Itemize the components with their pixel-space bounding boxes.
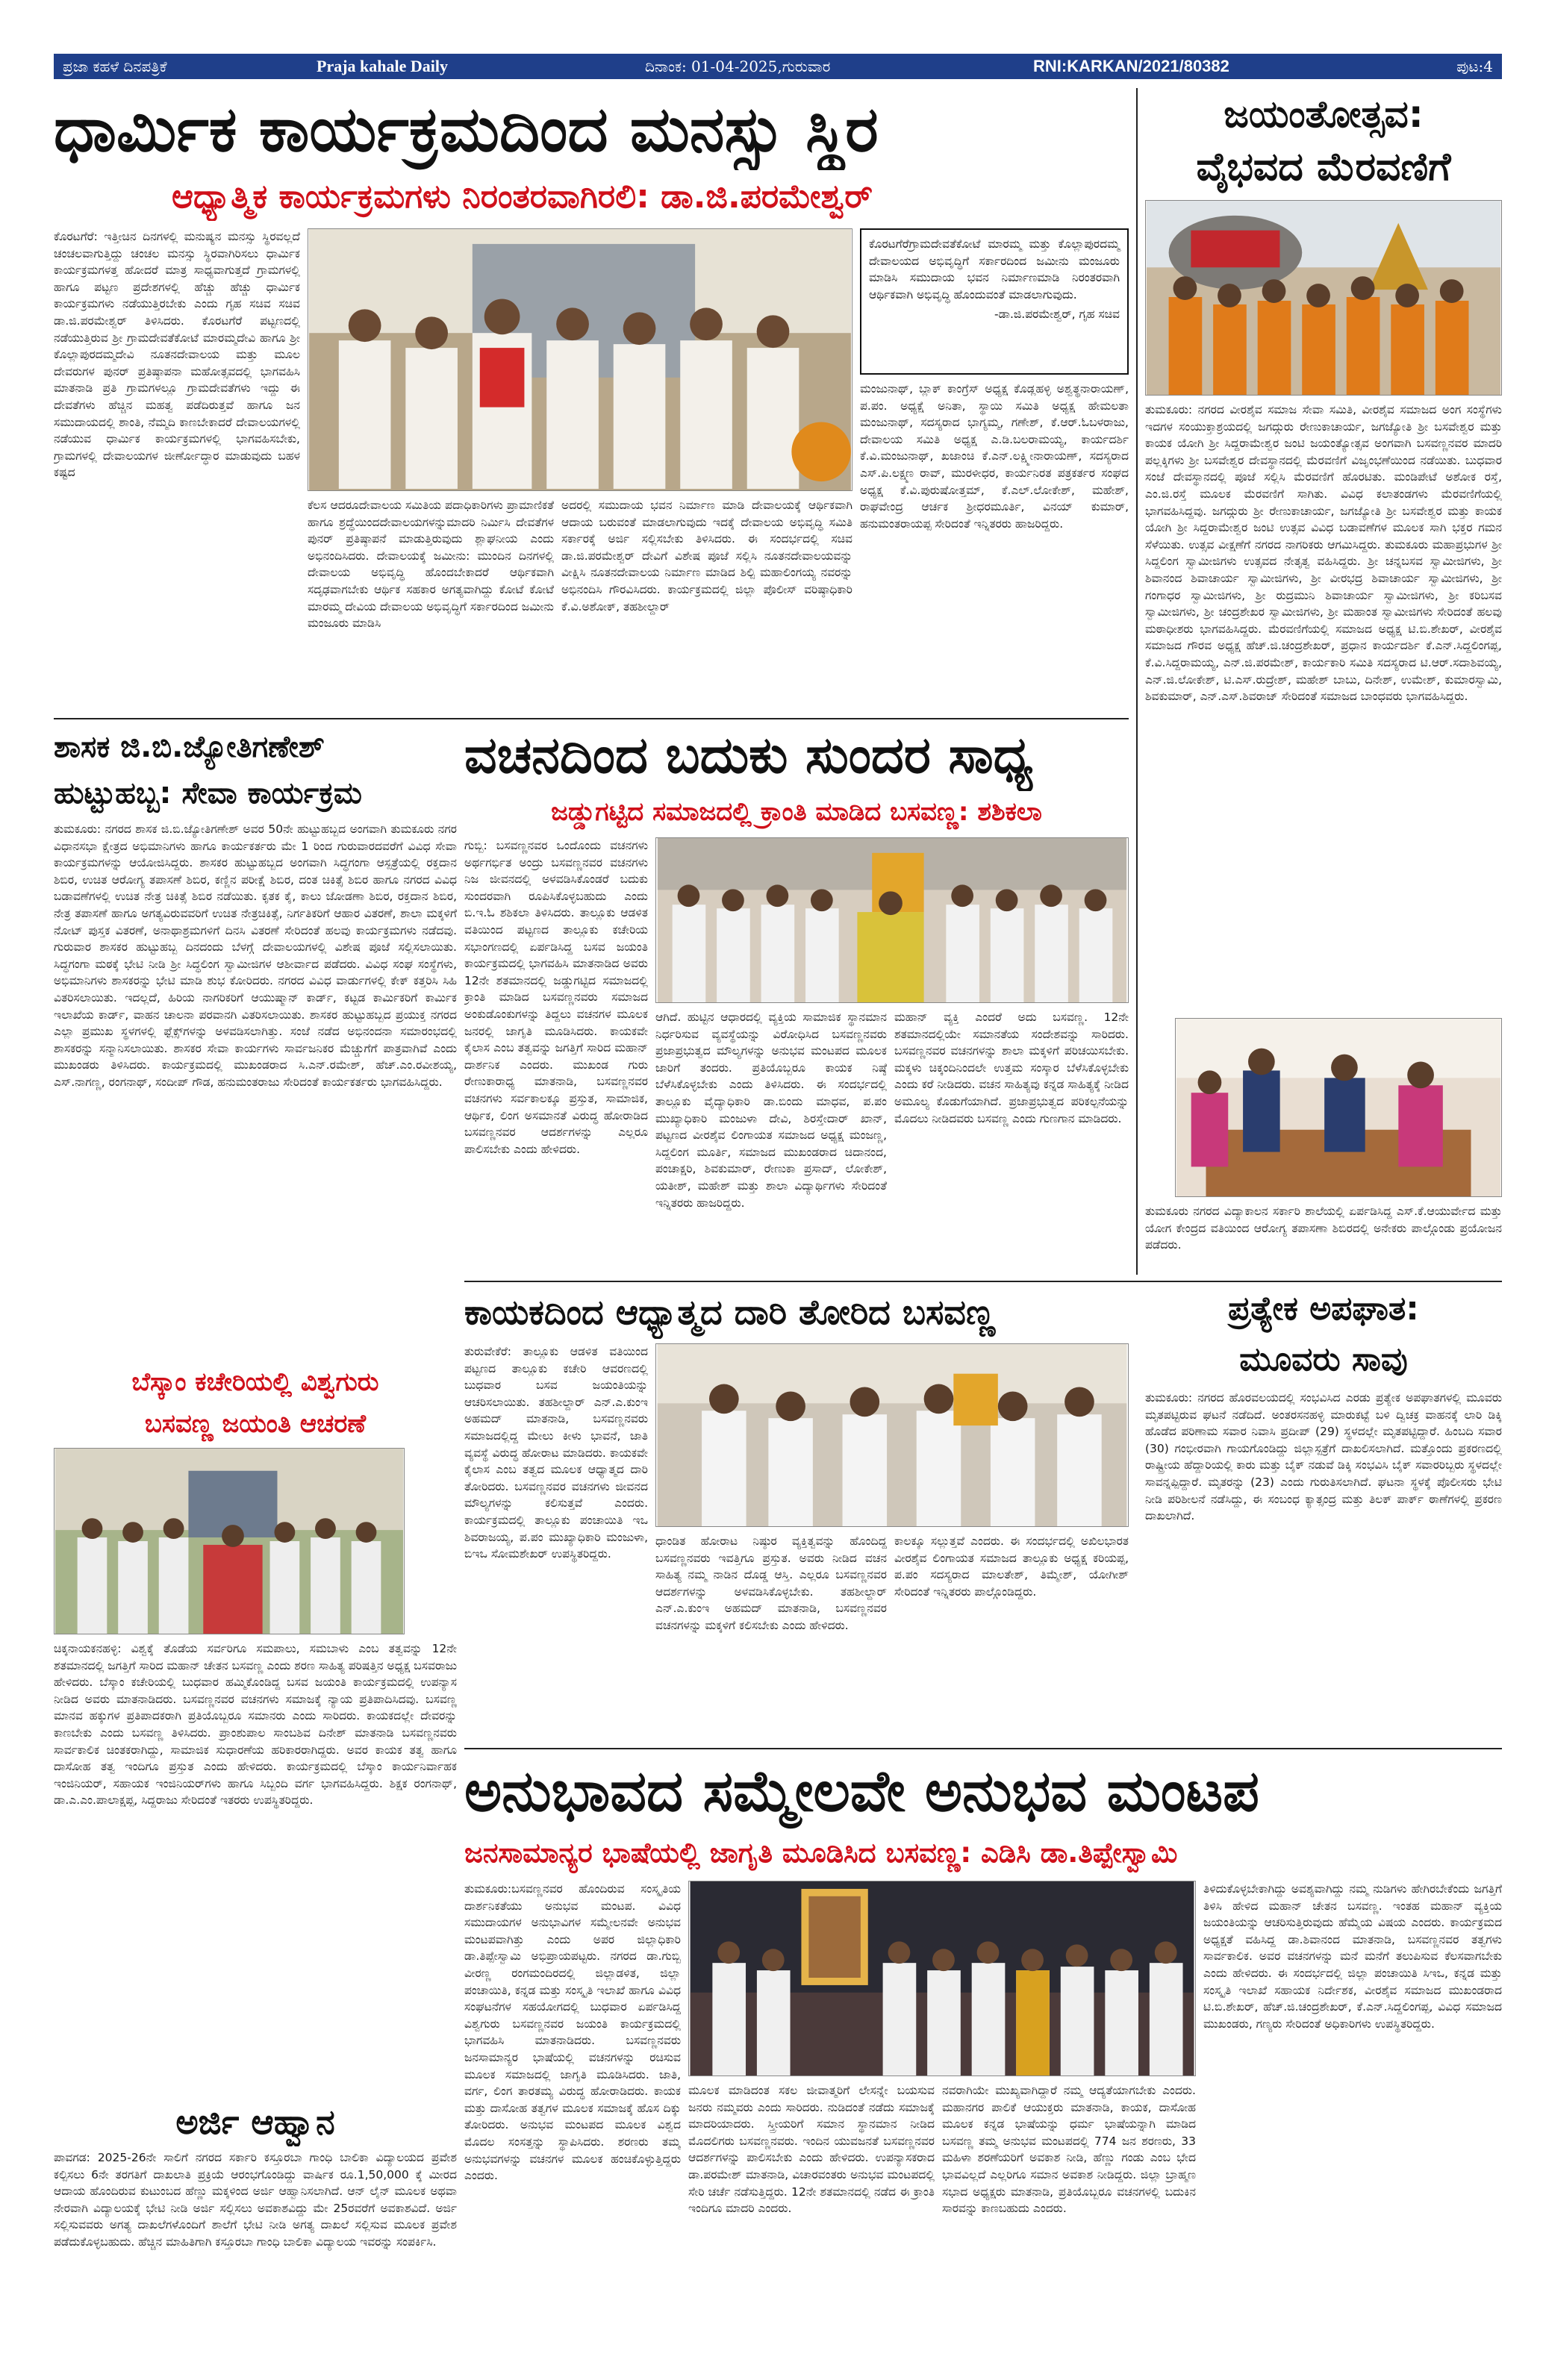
masthead-publication-kn: ಪ್ರಜಾ ಕಹಳೆ ದಿನಪತ್ರಿಕೆ <box>63 57 167 75</box>
masthead-publication-title: Praja kahale Daily <box>317 57 448 75</box>
story8-subhead: ಜನಸಾಮಾನ್ಯರ ಭಾಷೆಯಲ್ಲಿ ಜಾಗೃತಿ ಮೂಡಿಸಿದ ಬಸವಣ್ಣ: ಎಡಿಸಿ ಡಾ.ತಿಪ್ಪೇಸ್ವಾಮಿ <box>464 1837 1178 1869</box>
story6-headline: ಕಾಯಕದಿಂದ ಆಧ್ಯಾತ್ಮದ ದಾರಿ ತೋರಿದ ಬಸವಣ್ಣ <box>464 1292 996 1332</box>
story1-col3: ಅದರಲ್ಲಿ ಸಮುದಾಯ ಭವನ ನಿರ್ಮಾಣ ಮಾಡಿ ದೇವಾಲಯಕ್ಕೆ ಆರ್ಥಿಕವಾಗಿ ಆದಾಯ ಬರುವಂತೆ ಮಾಡಲಾಗುವುದು ಇದಕ್ಕೆ ದೇವಾಲಯ ಅಭಿವೃದ್ಧಿ ಸಮಿತಿ ಸರ್ಕಾರಕ್ಕೆ ಅರ್ಜಿ ಸಲ್ಲಿಸಬೇಕು ತಿಳಿಸಿದರು. ಈ ಸಂದರ್ಭದಲ್ಲಿ ಸಚಿವ ಡಾ.ಜಿ.ಪರಮೇಶ್ವರ್ ದೇವಿಗೆ ವಿಶೇಷ ಪೂಜೆ ಸಲ್ಲಿಸಿ ನೂತನದೇವಾಲಯವನ್ನು ವೀಕ್ಷಿಸಿ ನೂತನದೇವಾಲಯ ನಿರ್ಮಾಣ ಮಾಡಿದ ಶಿಲ್ಪಿ ಮಹಾಲಿಂಗಯ್ಯ ನವರನ್ನು ಅಭಿನಂದಿಸಿ ಗೌರವಿಸಿದರು. ಕಾರ್ಯಕ್ರಮದಲ್ಲಿ ಜಿಲ್ಲಾ ಪೊಲೀಸ್ ವರಿಷ್ಠಾಧಿಕಾರಿ ಕೆ.ವಿ.ಅಶೋಕ್, ತಹಶೀಲ್ದಾರ್ <box>561 499 852 613</box>
story6-col3: ಕಾಲಕ್ಕೂ ಸಲ್ಲುತ್ತವೆ ಎಂದರು. ಈ ಸಂದರ್ಭದಲ್ಲಿ ಅಖಿಲಭಾರತ ವೀರಶೈವ ಲಿಂಗಾಯತ ಸಮಾಜದ ತಾಲ್ಲೂಕು ಅಧ್ಯಕ್ಷ ಕರಿಯಪ್ಪ, ಪ.ಪಂ ಸದಸ್ಯರಾದ ಮಾಲತೇಶ್, ತಿಮ್ಮೇಶ್, ಯೋಗೀಶ್ ಸೇರಿದಂತೆ ಇನ್ನಿತರರು ಪಾಲ್ಗೊಂಡಿದ್ದರು. <box>894 1534 1129 1599</box>
divider <box>54 718 1129 719</box>
photo-turuvekere-event <box>656 1344 1128 1526</box>
story8-headline: ಅನುಭಾವದ ಸಮ್ಮೇಲವೇ ಅನುಭವ ಮಂಟಪ <box>464 1758 1259 1824</box>
story7-body: ತುಮಕೂರು: ನಗರದ ಹೊರವಲಯದಲ್ಲಿ ಸಂಭವಿಸಿದ ಎರಡು ಪ್ರತ್ಯೇಕ ಅಪಘಾತಗಳಲ್ಲಿ ಮೂವರು ಮೃತಪಟ್ಟಿರುವ ಘಟನೆ ನಡೆದಿದೆ. ಅಂತರಸನಹಳ್ಳಿ ಮಾರುಕಟ್ಟೆ ಬಳಿ ದ್ವಿಚಕ್ರ ವಾಹನಕ್ಕೆ ಲಾರಿ ಡಿಕ್ಕಿ ಹೊಡೆದ ಪರಿಣಾಮ ಸವಾರ ನಿವಾಸಿ ಪ್ರದೀಪ್ (29) ಸ್ಥಳದಲ್ಲೇ ಮೃತಪಟ್ಟಿದ್ದಾರೆ. ಹಿಂಬದಿ ಸವಾರ (30) ಗಂಭೀರವಾಗಿ ಗಾಯಗೊಂಡಿದ್ದು ಜಿಲ್ಲಾಸ್ಪತ್ರೆಗೆ ದಾಖಲಿಸಲಾಗಿದೆ. ಮತ್ತೊಂದು ಪ್ರಕರಣದಲ್ಲಿ ರಾಷ್ಟ್ರೀಯ ಹೆದ್ದಾರಿಯಲ್ಲಿ ಕಾರು ಮತ್ತು ಬೈಕ್ ನಡುವೆ ಡಿಕ್ಕಿ ಸಂಭವಿಸಿ ಬೈಕ್ ಸವಾರರಿಬ್ಬರು ಸ್ಥಳದಲ್ಲೇ ಸಾವನ್ನಪ್ಪಿದ್ದಾರೆ. ಮೃತರನ್ನು (23) ಎಂದು ಗುರುತಿಸಲಾಗಿದೆ. ಘಟನಾ ಸ್ಥಳಕ್ಕೆ ಪೊಲೀಸರು ಭೇಟಿ ನೀಡಿ ಪರಿಶೀಲನೆ ನಡೆಸಿದ್ದು, ಈ ಸಂಬಂಧ ಕ್ಯಾತ್ಸಂದ್ರ ಮತ್ತು ತಿಲಕ್ ಪಾರ್ಕ್ ಠಾಣೆಗಳಲ್ಲಿ ಪ್ರಕರಣ ದಾಖಲಾಗಿದೆ. <box>1145 1391 1502 1523</box>
story1-col1: ಕೊರಟಗೆರೆ: ಇತ್ತೀಚಿನ ದಿನಗಳಲ್ಲಿ ಮನುಷ್ಯನ ಮನಸ್ಸು ಸ್ಥಿರವಲ್ಲದೆ ಚಂಚಲವಾಗುತ್ತಿದ್ದು ಚಂಚಲ ಮನಸ್ಸು ಸ್ಥಿರವಾಗಿರಿಸಲು ಧಾರ್ಮಿಕ ಕಾರ್ಯಕ್ರಮಗಳತ್ತ ಹೋದರೆ ಮಾತ್ರ ಸಾಧ್ಯವಾಗುತ್ತದೆ ಗ್ರಾಮಗಳಲ್ಲಿ ಹಾಗೂ ಪಟ್ಟಣ ಪ್ರದೇಶಗಳಲ್ಲಿ ಹೆಚ್ಚು ಹೆಚ್ಚು ಧಾರ್ಮಿಕ ಕಾರ್ಯಕ್ರಮಗಳು ನಡೆಯುತ್ತಿರಬೇಕು ಎಂದು ಗೃಹ ಸಚಿವ ಸಚಿವ ಡಾ.ಜಿ.ಪರಮೇಶ್ವರ್ ತಿಳಿಸಿದರು. ಕೊರಟಗೆರೆ ಪಟ್ಟಣದಲ್ಲಿ ನಡೆಯುತ್ತಿರುವ ಶ್ರೀ ಗ್ರಾಮದೇವತೆಕೋಟೆ ಮಾರಮ್ಮದೇವಿ ಹಾಗೂ ಶ್ರೀ ಕೊಲ್ಲಾಪುರದಮ್ಮದೇವಿ ನೂತನದೇವಾಲಯ ಮತ್ತು ಮೂಲ ದೇವರುಗಳ ಪುನರ್ ಪ್ರತಿಷ್ಠಾಪನಾ ಮಹೋತ್ಸವದಲ್ಲಿ ಭಾಗವಹಿಸಿ ಮಾತನಾಡಿ ಪ್ರತಿ ಗ್ರಾಮಗಳಲ್ಲೂ ಗ್ರಾಮದೇವತೆಗಳು ಇದ್ದು ಈ ದೇವತೆಗಳು ಹೆಚ್ಚಿನ ಮಹತ್ವ ಪಡೆದಿರುತ್ತವೆ ಹಾಗೂ ಜನ ಸಮುದಾಯದಲ್ಲಿ ಶಾಂತಿ, ನೆಮ್ಮದಿ ಕಾಣಬೇಕಾದರೆ ದೇವಾಲಯಗಳಲ್ಲಿ ನಡೆಯುವ ಧಾರ್ಮಿಕ ಕಾರ್ಯಕ್ರಮಗಳಲ್ಲಿ ಭಾಗವಹಿಸಬೇಕು, ಗ್ರಾಮಗಳಲ್ಲಿ ದೇವಾಲಯಗಳ ಜೀರ್ಣೋದ್ಧಾರ ಮಾಡುವುದು ಬಹಳ ಕಷ್ಟದ <box>54 230 300 480</box>
story2-photo-2 <box>1175 1018 1502 1197</box>
story1-headline: ಧಾರ್ಮಿಕ ಕಾರ್ಯಕ್ರಮದಿಂದ ಮನಸ್ಸು ಸ್ಥಿರ <box>54 93 879 166</box>
story6-col2: ಧಾಂಡಿತ ಹೋರಾಟ ನಿಷ್ಠುರ ವ್ಯಕ್ತಿತ್ವವನ್ನು ಹೊಂದಿದ್ದ ಬಸವಣ್ಣನವರು ಇವತ್ತಿಗೂ ಪ್ರಸ್ತುತ. ಅವರು ನೀಡಿದ ವಚನ ಸಾಹಿತ್ಯ ನಮ್ಮ ನಾಡಿನ ದೊಡ್ಡ ಆಸ್ತಿ. ಎಲ್ಲರೂ ಬಸವಣ್ಣನವರ ಆದರ್ಶಗಳನ್ನು ಅಳವಡಿಸಿಕೊಳ್ಳಬೇಕು. ತಹಶೀಲ್ದಾರ್ ಎನ್.ಎ.ಕುಂಇ ಅಹಮದ್ ಮಾತನಾಡಿ, ಬಸವಣ್ಣನವರ ವಚನಗಳನ್ನು ಮಕ್ಕಳಿಗೆ ಕಲಿಸಬೇಕು ಎಂದು ಹೇಳಿದರು. <box>655 1534 887 1632</box>
story1-quote-signature: -ಡಾ.ಜಿ.ಪರಮೇಶ್ವರ್, ಗೃಹ ಸಚಿವ <box>994 307 1120 322</box>
story4-photo <box>655 837 1129 1003</box>
story4-headline: ವಚನದಿಂದ ಬದುಕು ಸುಂದರ ಸಾಧ್ಯ <box>464 726 1033 785</box>
photo-basava-jayanthi-gubbi <box>656 838 1128 1002</box>
masthead <box>54 54 1502 79</box>
masthead-rni: RNI:KARKAN/2021/80382 <box>1033 57 1229 75</box>
story3-headline-line2: ಹುಟ್ಟುಹಬ್ಬ: ಸೇವಾ ಕಾರ್ಯಕ್ರಮ <box>54 776 362 810</box>
story1-photo <box>308 228 852 491</box>
masthead-page-number: ಪುಟ:4 <box>1456 57 1493 75</box>
divider <box>464 1748 1502 1749</box>
photo-procession <box>1146 201 1501 395</box>
story5-body: ಚಿಕ್ಕನಾಯಕನಹಳ್ಳಿ: ವಿಶ್ವಕ್ಕೆ ತೊಡೆಯ ಸರ್ವರಿಗೂ ಸಮಪಾಲು, ಸಮಬಾಳು ಎಂಬ ತತ್ವವನ್ನು 12ನೇ ಶತಮಾನದಲ್ಲಿ ಜಗತ್ತಿಗೆ ಸಾರಿದ ಮಹಾನ್ ಚೇತನ ಬಸವಣ್ಣ ಎಂದು ಶರಣ ಸಾಹಿತ್ಯ ಪರಿಷತ್ತಿನ ಅಧ್ಯಕ್ಷ ಬಸವರಾಜು ಹೇಳಿದರು. ಬೆಸ್ಕಾಂ ಕಚೇರಿಯಲ್ಲಿ ಬುಧವಾರ ಹಮ್ಮಿಕೊಂಡಿದ್ದ ಬಸವ ಜಯಂತಿ ಕಾರ್ಯಕ್ರಮದಲ್ಲಿ ಉಪನ್ಯಾಸ ನೀಡಿದ ಅವರು ಮಾತನಾಡಿದರು. ಬಸವಣ್ಣನವರ ವಚನಗಳು ಸಮಾಜಕ್ಕೆ ನ್ಯಾಯ ಪ್ರತಿಪಾದಿಸಿದವು. ಬಸವಣ್ಣ ಮಾನವ ಹಕ್ಕುಗಳ ಪ್ರತಿಪಾದಕರಾಗಿ ಪ್ರತಿಯೊಬ್ಬರೂ ಸಮಾನರು ಎಂದು ಸಾರಿದರು. ಕಾಯಕದಲ್ಲೇ ದೇವರನ್ನು ಕಾಣಬೇಕು ಎಂದು ಬಸವಣ್ಣ ತಿಳಿಸಿದರು. ಪ್ರಾಂಶುಪಾಲ ಸಾಂಬಶಿವ ದಿನೇಶ್ ಮಾತನಾಡಿ ಬಸವಣ್ಣನವರು ಸಾರ್ವಕಾಲಿಕ ಚಿಂತಕರಾಗಿದ್ದು, ಸಾಮಾಜಿಕ ಸುಧಾರಣೆಯ ಹರಿಕಾರರಾಗಿದ್ದರು. ಅವರ ಕಾಯಕ ತತ್ವ ಹಾಗೂ ದಾಸೋಹ ತತ್ವ ಇಂದಿಗೂ ಪ್ರಸ್ತುತ ಎಂದು ಹೇಳಿದರು. ಕಾರ್ಯಕ್ರಮದಲ್ಲಿ ಬೆಸ್ಕಾಂ ಕಾರ್ಯನಿರ್ವಾಹಕ ಇಂಜಿನಿಯರ್, ಸಹಾಯಕ ಇಂಜಿನಿಯರ್‌ಗಳು ಹಾಗೂ ಸಿಬ್ಬಂದಿ ವರ್ಗ ಭಾಗವಹಿಸಿದ್ದರು. ಶಿಕ್ಷಕ ರಂಗನಾಥ್, ಡಾ.ಎ.ಎಂ.ಪಾಲಾಕ್ಷಪ್ಪ, ಸಿದ್ದರಾಜು ಸೇರಿದಂತೆ ಇತರರು ಉಪಸ್ಥಿತರಿದ್ದರು. <box>54 1642 457 1808</box>
story6-photo <box>655 1343 1129 1527</box>
story8-col4: ತಿಳಿದುಕೊಳ್ಳಬೇಕಾಗಿದ್ದು ಅವಶ್ಯವಾಗಿದ್ದು ನಮ್ಮ ನುಡಿಗಳು ಹೇಗಿರಬೇಕೆಂದು ಜಗತ್ತಿಗೆ ತಿಳಿಸಿ ಹೇಳಿದ ಮಹಾನ್ ಚೇತನ ಬಸವಣ್ಣ. ಇಂತಹ ಮಹಾನ್ ವ್ಯಕ್ತಿಯ ಜಯಂತಿಯನ್ನು ಆಚರಿಸುತ್ತಿರುವುದು ಹೆಮ್ಮೆಯ ವಿಷಯ ಎಂದರು. ಕಾರ್ಯಕ್ರಮದ ಅಧ್ಯಕ್ಷತೆ ವಹಿಸಿದ್ದ ಡಾ.ಶಿವಾನಂದ ಮಾತನಾಡಿ, ಬಸವಣ್ಣನವರ ತತ್ವಗಳು ಸಾರ್ವಕಾಲಿಕ. ಅವರ ವಚನಗಳನ್ನು ಮನೆ ಮನೆಗೆ ತಲುಪಿಸುವ ಕೆಲಸವಾಗಬೇಕು ಎಂದು ಹೇಳಿದರು. ಈ ಸಂದರ್ಭದಲ್ಲಿ ಜಿಲ್ಲಾ ಪಂಚಾಯಿತಿ ಸಿಇಒ, ಕನ್ನಡ ಮತ್ತು ಸಂಸ್ಕೃತಿ ಇಲಾಖೆ ಸಹಾಯಕ ನಿರ್ದೇಶಕ, ವೀರಶೈವ ಸಮಾಜದ ಮುಖಂಡರಾದ ಟಿ.ಬಿ.ಶೇಖರ್, ಹೆಚ್.ಜಿ.ಚಂದ್ರಶೇಖರ್, ಕೆ.ಎನ್.ಸಿದ್ದಲಿಂಗಪ್ಪ, ವಿವಿಧ ಸಮಾಜದ ಮುಖಂಡರು, ಗಣ್ಯರು ಸೇರಿದಂತೆ ಅಧಿಕಾರಿಗಳು ಉಪಸ್ಥಿತರಿದ್ದರು. <box>1203 1882 1502 2031</box>
story2-headline-line2: ವೈಭವದ ಮೆರವಣಿಗೆ <box>1196 145 1451 190</box>
story5-photo <box>54 1448 405 1634</box>
masthead-date: ದಿನಾಂಕ: 01-04-2025,ಗುರುವಾರ <box>645 57 831 75</box>
photo-health-camp <box>1176 1019 1501 1196</box>
story5-headline-line2: ಬಸವಣ್ಣ ಜಯಂತಿ ಆಚರಣೆ <box>144 1409 367 1439</box>
story5-headline-line1: ಬೆಸ್ಕಾಂ ಕಚೇರಿಯಲ್ಲಿ ವಿಶ್ವಗುರು <box>131 1367 379 1397</box>
story4-col1: ಗುಬ್ಬಿ: ಬಸವಣ್ಣನವರ ಒಂದೊಂದು ವಚನಗಳು ಅರ್ಥಗರ್ಭಿತ ಅಂದ್ರು ಬಸವಣ್ಣನವರ ವಚನಗಳು ನಿಜ ಜೀವನದಲ್ಲಿ ಅಳವಡಿಸಿಕೊಂಡರೆ ಬದುಕು ಸುಂದರವಾಗಿ ರೂಪಿಸಿಕೊಳ್ಳಬಹುದು ಎಂದು ಬಿ.ಇ.ಓ ಶಶಿಕಲಾ ತಿಳಿಸಿದರು. ತಾಲ್ಲೂಕು ಆಡಳಿತ ವತಿಯಿಂದ ಪಟ್ಟಣದ ತಾಲ್ಲೂಕು ಕಚೇರಿಯ ಸಭಾಂಗಣದಲ್ಲಿ ಏರ್ಪಡಿಸಿದ್ದ ಬಸವ ಜಯಂತಿ ಕಾರ್ಯಕ್ರಮದಲ್ಲಿ ಭಾಗವಹಿಸಿ ಮಾತನಾಡಿದ ಅವರು 12ನೇ ಶತಮಾನದಲ್ಲಿ ಜಡ್ಡುಗಟ್ಟಿದ ಸಮಾಜದಲ್ಲಿ ಕ್ರಾಂತಿ ಮಾಡಿದ ಬಸವಣ್ಣನವರು ಸಮಾಜದ ಅಂಕುಡೊಂಕುಗಳನ್ನು ತಿದ್ದಲು ವಚನಗಳ ಮೂಲಕ ಜನರಲ್ಲಿ ಜಾಗೃತಿ ಮೂಡಿಸಿದರು. ಕಾಯಕವೇ ಕೈಲಾಸ ಎಂಬ ತತ್ವವನ್ನು ಜಗತ್ತಿಗೆ ಸಾರಿದ ಮಹಾನ್ ದಾರ್ಶನಿಕ ಎಂದರು. ಮುಖಂಡ ಗುರು ರೇಣುಕಾರಾಧ್ಯ ಮಾತನಾಡಿ, ಬಸವಣ್ಣನವರ ವಚನಗಳು ಸರ್ವಕಾಲಕ್ಕೂ ಪ್ರಸ್ತುತ, ಸಾಮಾಜಿಕ, ಆರ್ಥಿಕ, ಲಿಂಗ ಅಸಮಾನತೆ ವಿರುದ್ಧ ಹೋರಾಡಿದ ಬಸವಣ್ಣನವರ ಆದರ್ಶಗಳನ್ನು ಎಲ್ಲರೂ ಪಾಲಿಸಬೇಕು ಎಂದು ಹೇಳಿದರು. <box>464 839 648 1156</box>
story8-photo <box>688 1881 1196 2076</box>
story9-body: ಪಾವಗಡ: 2025-26ನೇ ಸಾಲಿಗೆ ನಗರದ ಸರ್ಕಾರಿ ಕಸ್ತೂರಬಾ ಗಾಂಧಿ ಬಾಲಿಕಾ ವಿದ್ಯಾಲಯದ ಪ್ರವೇಶ ಕಲ್ಪಿಸಲು 6ನೇ ತರಗತಿಗೆ ದಾಖಲಾತಿ ಪ್ರಕ್ರಿಯೆ ಆರಂಭಗೊಂಡಿದ್ದು ವಾರ್ಷಿಕ ರೂ.1,50,000 ಕ್ಕೆ ಮೀರದ ಆದಾಯ ಹೊಂದಿರುವ ಕುಟುಂಬದ ಹೆಣ್ಣು ಮಕ್ಕಳಿಂದ ಅರ್ಜಿ ಆಹ್ವಾನಿಸಲಾಗಿದೆ. ಆನ್ ಲೈನ್ ಮೂಲಕ ಅಥವಾ ನೇರವಾಗಿ ವಿದ್ಯಾಲಯಕ್ಕೆ ಭೇಟಿ ನೀಡಿ ಅರ್ಜಿ ಸಲ್ಲಿಸಲು ಅವಕಾಶವಿದ್ದು ಮೇ 25ರವರೆಗೆ ಅವಕಾಶವಿದೆ. ಅರ್ಜಿ ಸಲ್ಲಿಸುವವರು ಅಗತ್ಯ ದಾಖಲೆಗಳೊಂದಿಗೆ ಶಾಲೆಗೆ ಭೇಟಿ ನೀಡಿ ಅಗತ್ಯ ದಾಖಲೆ ಸಲ್ಲಿಸುವ ಮೂಲಕ ಪ್ರವೇಶ ಪಡೆದುಕೊಳ್ಳಬಹುದು. ಹೆಚ್ಚಿನ ಮಾಹಿತಿಗಾಗಿ ಕಸ್ತೂರಬಾ ಗಾಂಧಿ ಬಾಲಿಕಾ ವಿದ್ಯಾಲಯ ಇವರನ್ನು ಸಂಪರ್ಕಿಸಿ. <box>54 2151 457 2249</box>
story2-body2: ತುಮಕೂರು ನಗರದ ವಿದ್ಯಾಕಾಲನ ಸರ್ಕಾರಿ ಶಾಲೆಯಲ್ಲಿ ಏರ್ಪಡಿಸಿದ್ದ ಎಸ್.ಕೆ.ಆಯುರ್ವೇದ ಮತ್ತು ಯೋಗ ಕೇಂದ್ರದ ವತಿಯಿಂದ ಆರೋಗ್ಯ ತಪಾಸಣಾ ಶಿಬಿರದಲ್ಲಿ ಅನೇಕರು ಪಾಲ್ಗೊಂಡು ಪ್ರಯೋಜನ ಪಡೆದರು. <box>1145 1205 1502 1252</box>
story1-subhead: ಆಧ್ಯಾತ್ಮಿಕ ಕಾರ್ಯಕ್ರಮಗಳು ನಿರಂತರವಾಗಿರಲಿ: ಡಾ.ಜಿ.ಪರಮೇಶ್ವರ್ <box>172 178 873 216</box>
story1-quote-box <box>860 228 1129 375</box>
divider <box>464 1281 1502 1282</box>
story1-quote: ಕೊರಟಗೆರೆಗ್ರಾಮದೇವತೆಕೋಟೆ ಮಾರಮ್ಮ ಮತ್ತು ಕೊಲ್ಲಾಪುರದಮ್ಮ ದೇವಾಲಯದ ಅಭಿವೃದ್ಧಿಗೆ ಸರ್ಕಾರದಿಂದ ಜಮೀನು ಮಂಜೂರು ಮಾಡಿಸಿ ಸಮುದಾಯ ಭವನ ನಿರ್ಮಾಣಮಾಡಿ ನಿರಂತರವಾಗಿ ಆರ್ಥಿಕವಾಗಿ ಅಭಿವೃದ್ಧಿ ಹೊಂದುವಂತೆ ಮಾಡಲಾಗುವುದು. <box>869 237 1120 302</box>
divider <box>1136 88 1138 1275</box>
story9-headline: ಅರ್ಜಿ ಆಹ್ವಾನ <box>175 2102 335 2142</box>
story8-col1: ತುಮಕೂರು:ಬಸವಣ್ಣನವರ ಹೊಂದಿರುವ ಸಂಸ್ಕೃತಿಯ ದಾರ್ಶನಿಕತೆಯು ಅನುಭವ ಮಂಟಪ. ವಿವಿಧ ಸಮುದಾಯಗಳ ಅನುಭಾವಿಗಳ ಸಮ್ಮೇಲನವೇ ಅನುಭವ ಮಂಟಪವಾಗಿತ್ತು ಎಂದು ಅಪರ ಜಿಲ್ಲಾಧಿಕಾರಿ ಡಾ.ತಿಪ್ಪೇಸ್ವಾಮಿ ಅಭಿಪ್ರಾಯಪಟ್ಟರು. ನಗರದ ಡಾ.ಗುಬ್ಬಿ ವೀರಣ್ಣ ರಂಗಮಂದಿರದಲ್ಲಿ ಜಿಲ್ಲಾಡಳಿತ, ಜಿಲ್ಲಾ ಪಂಚಾಯಿತಿ, ಕನ್ನಡ ಮತ್ತು ಸಂಸ್ಕೃತಿ ಇಲಾಖೆ ಹಾಗೂ ವಿವಿಧ ಸಂಘಟನೆಗಳ ಸಹಯೋಗದಲ್ಲಿ ಬುಧವಾರ ಏರ್ಪಡಿಸಿದ್ದ ವಿಶ್ವಗುರು ಬಸವಣ್ಣನವರ ಜಯಂತಿ ಕಾರ್ಯಕ್ರಮದಲ್ಲಿ ಭಾಗವಹಿಸಿ ಮಾತನಾಡಿದರು. ಬಸವಣ್ಣನವರು ಜನಸಾಮಾನ್ಯರ ಭಾಷೆಯಲ್ಲಿ ವಚನಗಳನ್ನು ರಚಿಸುವ ಮೂಲಕ ಸಮಾಜದಲ್ಲಿ ಜಾಗೃತಿ ಮೂಡಿಸಿದರು. ಜಾತಿ, ವರ್ಗ, ಲಿಂಗ ತಾರತಮ್ಯ ವಿರುದ್ಧ ಹೋರಾಡಿದರು. ಕಾಯಕ ಮತ್ತು ದಾಸೋಹ ತತ್ವಗಳ ಮೂಲಕ ಸಮಾಜಕ್ಕೆ ಹೊಸ ದಿಕ್ಕು ತೋರಿದರು. ಅನುಭವ ಮಂಟಪದ ಮೂಲಕ ವಿಶ್ವದ ಮೊದಲ ಸಂಸತ್ತನ್ನು ಸ್ಥಾಪಿಸಿದರು. ಶರಣರು ತಮ್ಮ ಅನುಭವಗಳನ್ನು ವಚನಗಳ ಮೂಲಕ ಹಂಚಿಕೊಳ್ಳುತ್ತಿದ್ದರು ಎಂದರು. <box>464 1882 681 2183</box>
story3-body: ತುಮಕೂರು: ನಗರದ ಶಾಸಕ ಜಿ.ಬಿ.ಜ್ಯೋತಿಗಣೇಶ್ ಅವರ 50ನೇ ಹುಟ್ಟುಹಬ್ಬದ ಅಂಗವಾಗಿ ತುಮಕೂರು ನಗರ ವಿಧಾನಸಭಾ ಕ್ಷೇತ್ರದ ಅಭಿಮಾನಿಗಳು ಹಾಗೂ ಕಾರ್ಯಕರ್ತರು ಮೇ 1 ರಿಂದ ಗುರುವಾರದವರೆಗೆ ವಿವಿಧ ಸೇವಾ ಕಾರ್ಯಕ್ರಮಗಳನ್ನು ಆಯೋಜಿಸಿದ್ದರು. ಶಾಸಕರ ಹುಟ್ಟುಹಬ್ಬದ ಅಂಗವಾಗಿ ಸಿದ್ಧಗಂಗಾ ಆಸ್ಪತ್ರೆಯಲ್ಲಿ ರಕ್ತದಾನ ಶಿಬಿರ, ಉಚಿತ ಆರೋಗ್ಯ ತಪಾಸಣೆ ಶಿಬಿರ, ಕಣ್ಣಿನ ಪರೀಕ್ಷೆ ಶಿಬಿರ, ದಂತ ಚಿಕಿತ್ಸೆ ಶಿಬಿರ ಹಾಗೂ ನಗರದ ವಿವಿಧ ಬಡಾವಣೆಗಳಲ್ಲಿ ಉಚಿತ ನೇತ್ರ ಚಿಕಿತ್ಸೆ ಶಿಬಿರ ನಡೆಯಿತು. ಕೃತಕ ಕೈ, ಕಾಲು ಜೋಡಣಾ ಶಿಬಿರ, ರಕ್ತದಾನ ಶಿಬಿರ, ನೇತ್ರ ತಪಾಸಣೆ ಹಾಗೂ ಅಗತ್ಯವಿರುವವರಿಗೆ ಉಚಿತ ನೇತ್ರಚಿಕಿತ್ಸೆ, ನಿರ್ಗತಿಕರಿಗೆ ಆಹಾರ ವಿತರಣೆ, ಶಾಲಾ ಮಕ್ಕಳಿಗೆ ನೋಟ್ ಪುಸ್ತಕ ವಿತರಣೆ, ಅನಾಥಾಶ್ರಮಗಳಿಗೆ ದಿನಸಿ ವಿತರಣೆ ಸೇರಿದಂತೆ ಹಲವು ಕಾರ್ಯಕ್ರಮಗಳು ನಡೆದವು. ಗುರುವಾರ ಶಾಸಕರ ಹುಟ್ಟುಹಬ್ಬ ದಿನದಂದು ಬೆಳಗ್ಗೆ ದೇವಾಲಯಗಳಲ್ಲಿ ವಿಶೇಷ ಪೂಜೆ ಸಲ್ಲಿಸಲಾಯಿತು. ಸಿದ್ಧಗಂಗಾ ಮಠಕ್ಕೆ ಭೇಟಿ ನೀಡಿ ಶ್ರೀ ಸಿದ್ಧಲಿಂಗ ಸ್ವಾಮೀಜಿಗಳ ಆಶೀರ್ವಾದ ಪಡೆದರು. ವಿವಿಧ ಸಂಘ ಸಂಸ್ಥೆಗಳು, ಅಭಿಮಾನಿಗಳು ಶಾಸಕರನ್ನು ಭೇಟಿ ಮಾಡಿ ಶುಭ ಕೋರಿದರು. ನಗರದ ವಿವಿಧ ವಾರ್ಡುಗಳಲ್ಲಿ ಕೇಕ್ ಕತ್ತರಿಸಿ ಸಿಹಿ ವಿತರಿಸಲಾಯಿತು. ಇದಲ್ಲದೆ, ಹಿರಿಯ ನಾಗರಿಕರಿಗೆ ಆಯುಷ್ಮಾನ್ ಕಾರ್ಡ್, ಕಟ್ಟಡ ಕಾರ್ಮಿಕರಿಗೆ ಕಾರ್ಮಿಕ ಇಲಾಖೆಯ ಕಾರ್ಡ್, ವಾಹನ ಚಾಲನಾ ಪರವಾನಗಿ ವಿತರಿಸಲಾಯಿತು. ಶಾಸಕರ ಹುಟ್ಟುಹಬ್ಬದ ಪ್ರಯುಕ್ತ ನಗರದ ಎಲ್ಲಾ ಪ್ರಮುಖ ಸ್ಥಳಗಳಲ್ಲಿ ಫ್ಲೆಕ್ಸ್‌ಗಳನ್ನು ಅಳವಡಿಸಲಾಗಿತ್ತು. ಸಂಜೆ ನಡೆದ ಅಭಿನಂದನಾ ಸಮಾರಂಭದಲ್ಲಿ ಶಾಸಕರನ್ನು ಸನ್ಮಾನಿಸಲಾಯಿತು. ಶಾಸಕರ ಸೇವಾ ಕಾರ್ಯಗಳು ಸಾರ್ವಜನಿಕರ ಮೆಚ್ಚುಗೆಗೆ ಪಾತ್ರವಾಗಿವೆ ಎಂದು ಮುಖಂಡರು ತಿಳಿಸಿದರು. ಕಾರ್ಯಕ್ರಮದಲ್ಲಿ ಮುಖಂಡರಾದ ಸಿ.ಎನ್.ರಮೇಶ್, ಹೆಚ್.ಎಂ.ರವೀಶಯ್ಯ, ಎಸ್.ನಾಗಣ್ಣ, ರಂಗನಾಥ್, ಸಂದೀಪ್ ಗೌಡ, ಹನುಮಂತರಾಜು ಸೇರಿದಂತೆ ಕಾರ್ಯಕರ್ತರು ಭಾಗವಹಿಸಿದ್ದರು. <box>54 822 457 1089</box>
story7-headline-line1: ಪ್ರತ್ಯೇಕ ಅಪಘಾತ: <box>1228 1290 1419 1328</box>
photo-anubhava-mantapa-event <box>689 1881 1195 2076</box>
photo-bescom-office <box>54 1449 404 1634</box>
story8-col3: ನವರಾಗಿಯೇ ಮುಖ್ಯವಾಗಿದ್ದಾರೆ ನಮ್ಮ ಆದ್ಯತೆಯಾಗಬೇಕು ಎಂದರು. ಮಹಾನಗರ ಪಾಲಿಕೆ ಆಯುಕ್ತರು ಮಾತನಾಡಿ, ಕಾಯಕ, ದಾಸೋಹ ಮೂಲಕ ಕನ್ನಡ ಭಾಷೆಯನ್ನು ಧರ್ಮ ಭಾಷೆಯನ್ನಾಗಿ ಮಾಡಿದ ಬಸವಣ್ಣ ತಮ್ಮ ಅನುಭವ ಮಂಟಪದಲ್ಲಿ 774 ಜನ ಶರಣರು, 33 ಮಹಿಳಾ ಶರಣೆಯರಿಗೆ ಅವಕಾಶ ನೀಡಿ, ಹೆಣ್ಣು ಗಂಡು ಎಂಬ ಭೇದ ಭಾವವಿಲ್ಲದೆ ಎಲ್ಲರಿಗೂ ಸಮಾನ ಅವಕಾಶ ನೀಡಿದ್ದರು. ಜಿಲ್ಲಾ ಬ್ರಾಹ್ಮಣ ಸಭಾದ ಅಧ್ಯಕ್ಷರು ಮಾತನಾಡಿ, ಪ್ರತಿಯೊಬ್ಬರೂ ವಚನಗಳಲ್ಲಿ ಬದುಕಿನ ಸಾರವನ್ನು ಕಾಣಬಹುದು ಎಂದರು. <box>942 2084 1196 2216</box>
story2-headline-line1: ಜಯಂತೋತ್ಸವ: <box>1224 93 1424 136</box>
story1-col4: ಮಂಜುನಾಥ್, ಬ್ಲಾಕ್ ಕಾಂಗ್ರೆಸ್ ಅಧ್ಯಕ್ಷ ಕೊಡ್ಲಹಳ್ಳಿ ಅಶ್ವತ್ಥನಾರಾಯಣ್, ಪ.ಪಂ. ಅಧ್ಯಕ್ಷೆ ಅನಿತಾ, ಸ್ಥಾಯಿ ಸಮಿತಿ ಅಧ್ಯಕ್ಷ ಹೇಮಲತಾ ಮಂಜುನಾಥ್, ಸದಸ್ಯರಾದ ಭಾಗ್ಯಮ್ಮ, ಗಣೇಶ್, ಕೆ.ಆರ್.ಓಬಳರಾಜು, ದೇವಾಲಯ ಸಮಿತಿ ಅಧ್ಯಕ್ಷ ಎ.ಡಿ.ಬಲರಾಮಯ್ಯ, ಕಾರ್ಯದರ್ಶಿ ಕೆ.ವಿ.ಮಂಜುನಾಥ್, ಖಜಾಂಚಿ ಕೆ.ಎನ್.ಲಕ್ಷ್ಮೀನಾರಾಯಣ್, ಸದಸ್ಯರಾದ ಎಸ್.ಪಿ.ಲಕ್ಷ್ಮಣ ರಾವ್, ಮುರಳೀಧರ, ಕಾರ್ಯನಿರತ ಪತ್ರಕರ್ತರ ಸಂಘದ ಅಧ್ಯಕ್ಷ ಕೆ.ವಿ.ಪುರುಷೋತ್ತಮ್, ಕೆ.ಎಲ್.ಲೋಕೇಶ್, ಮಹೇಶ್, ರಾಘವೇಂದ್ರ ಆರ್ಚಕ ಶ್ರೀಧರಮೂರ್ತಿ, ವಿನಯ್ ಕುಮಾರ್, ಹನುಮಂತರಾಯಪ್ಪ ಸೇರಿದಂತೆ ಇನ್ನಿತರರು ಹಾಜರಿದ್ದರು. <box>860 382 1129 531</box>
story4-subhead: ಜಡ್ಡುಗಟ್ಟಿದ ಸಮಾಜದಲ್ಲಿ ಕ್ರಾಂತಿ ಮಾಡಿದ ಬಸವಣ್ಣ: ಶಶಿಕಲಾ <box>551 797 1042 827</box>
story1-col2: ಕೆಲಸ ಆದರೂದೇವಾಲಯ ಸಮಿತಿಯ ಪದಾಧಿಕಾರಿಗಳು ಪ್ರಾಮಾಣಿಕತೆ ಹಾಗೂ ಶ್ರದ್ಧೆಯಿಂದದೇವಾಲಯಗಳನ್ನುಮಾದರಿ ನಿರ್ಮಿಸಿ ದೇವತೆಗಳ ಪುನರ್ ಪ್ರತಿಷ್ಠಾಪನೆ ಮಾಡುತ್ತಿರುವುದು ಶ್ಲಾಘನೀಯ ಎಂದು ಅಭಿನಂದಿಸಿದರು. ದೇವಾಲಯಕ್ಕೆ ಜಮೀನು: ಮುಂದಿನ ದಿನಗಳಲ್ಲಿ ದೇವಾಲಯ ಅಭಿವೃದ್ಧಿ ಹೊಂದಬೇಕಾದರೆ ಆರ್ಥಿಕವಾಗಿ ಸದೃಢವಾಗಬೇಕು ಆರ್ಥಿಕ ಸಹಕಾರ ಅಗತ್ಯವಾಗಿದ್ದು ಕೋಟೆ ಕೋಟೆ ಮಾರಮ್ಮ ದೇವಿಯ ದೇವಾಲಯ ಅಭಿವೃದ್ಧಿಗೆ ಸರ್ಕಾರದಿಂದ ಜಮೀನು ಮಂಜೂರು ಮಾಡಿಸಿ <box>308 499 554 631</box>
story8-col2: ಮೂಲಕ ಮಾಡಿದಂತ ಸಕಲ ಜೀವಾತ್ಮರಿಗೆ ಲೇಸನ್ನೇ ಬಯಸುವ ಜನರು ನಮ್ಮವರು ಎಂದು ಸಾರಿದರು. ನುಡಿದಂತೆ ನಡೆದು ಸಮಾಜಕ್ಕೆ ಮಾದರಿಯಾದರು. ಸ್ತ್ರೀಯರಿಗೆ ಸಮಾನ ಸ್ಥಾನಮಾನ ನೀಡಿದ ಮೊದಲಿಗರು ಬಸವಣ್ಣನವರು. ಇಂದಿನ ಯುವಜನತೆ ಬಸವಣ್ಣನವರ ಆದರ್ಶಗಳನ್ನು ಪಾಲಿಸಬೇಕು ಎಂದು ಹೇಳಿದರು. ಉಪನ್ಯಾಸಕರಾದ ಡಾ.ಪರಮೇಶ್ ಮಾತನಾಡಿ, ವಿಚಾರವಂತರು ಅನುಭವ ಮಂಟಪದಲ್ಲಿ ಸೇರಿ ಚರ್ಚೆ ನಡೆಸುತ್ತಿದ್ದರು. 12ನೇ ಶತಮಾನದಲ್ಲಿ ನಡೆದ ಈ ಕ್ರಾಂತಿ ಇಂದಿಗೂ ಮಾದರಿ ಎಂದರು. <box>688 2084 935 2216</box>
story4-col2: ಆಗಿದೆ. ಹುಟ್ಟಿನ ಆಧಾರದಲ್ಲಿ ವ್ಯಕ್ತಿಯ ಸಾಮಾಜಿಕ ಸ್ಥಾನಮಾನ ನಿರ್ಧರಿಸುವ ವ್ಯವಸ್ಥೆಯನ್ನು ವಿರೋಧಿಸಿದ ಬಸವಣ್ಣನವರು ಪ್ರಜಾಪ್ರಭುತ್ವದ ಮೌಲ್ಯಗಳನ್ನು ಅನುಭವ ಮಂಟಪದ ಮೂಲಕ ಜಾರಿಗೆ ತಂದರು. ಪ್ರತಿಯೊಬ್ಬರೂ ಕಾಯಕ ನಿಷ್ಠೆ ಬೆಳೆಸಿಕೊಳ್ಳಬೇಕು ಎಂದು ತಿಳಿಸಿದರು. ಈ ಸಂದರ್ಭದಲ್ಲಿ ತಾಲ್ಲೂಕು ವೈದ್ಯಾಧಿಕಾರಿ ಡಾ.ಬಿಂದು ಮಾಧವ, ಪ.ಪಂ ಮುಖ್ಯಾಧಿಕಾರಿ ಮಂಜುಳಾ ದೇವಿ, ಶಿರಸ್ತೇದಾರ್ ಖಾನ್, ಪಟ್ಟಣದ ವೀರಶೈವ ಲಿಂಗಾಯತ ಸಮಾಜದ ಅಧ್ಯಕ್ಷ ಮಂಜಣ್ಣ, ಸಿದ್ದಲಿಂಗ ಮೂರ್ತಿ, ಸಮಾಜದ ಮುಖಂಡರಾದ ಚಿದಾನಂದ, ಪಂಚಾಕ್ಷರಿ, ಶಿವಕುಮಾರ್, ರೇಣುಕಾ ಪ್ರಸಾದ್, ಲೋಕೇಶ್, ಯತೀಶ್, ಮಹೇಶ್ ಮತ್ತು ಶಾಲಾ ವಿದ್ಯಾರ್ಥಿಗಳು ಸೇರಿದಂತೆ ಇನ್ನಿತರರು ಹಾಜರಿದ್ದರು. <box>655 1011 887 1210</box>
story2-body: ತುಮಕೂರು: ನಗರದ ವೀರಶೈವ ಸಮಾಜ ಸೇವಾ ಸಮಿತಿ, ವೀರಶೈವ ಸಮಾಜದ ಅಂಗ ಸಂಸ್ಥೆಗಳು ಇದಗಳ ಸಂಯುಕ್ತಾಶ್ರಯದಲ್ಲಿ ಜಗದ್ಗುರು ರೇಣುಕಾಚಾರ್ಯ, ಜಗಜ್ಯೋತಿ ಶ್ರೀ ಬಸವೇಶ್ವರ ಮತ್ತು ಕಾಯಕ ಯೋಗಿ ಶ್ರೀ ಸಿದ್ದರಾಮೇಶ್ವರ ಜಂಟಿ ಜಯಂತ್ಯೋತ್ಸವ ಅಂಗವಾಗಿ ಬಸವಣ್ಣನವರ ಮಾದರಿ ಪಲ್ಲಕ್ಕಿಗಳು ಶ್ರೀ ಬಸವೇಶ್ವರ ದೇವಸ್ಥಾನದಲ್ಲಿ ಮೆರವಣಿಗೆ ವಿಜೃಂಭಣೆಯಿಂದ ನಡೆಯಿತು. ಬುಧವಾರ ಸಂಜೆ ದೇವಸ್ಥಾನದಲ್ಲಿ ಪೂಜೆ ಸಲ್ಲಿಸಿ ಮೆರವಣಿಗೆ ಹೊರಟಿತು. ಮಂಡಿಪೇಟೆ ಅಶೋಕ ರಸ್ತೆ, ಎಂ.ಜಿ.ರಸ್ತೆ ಮೂಲಕ ಮೆರವಣಿಗೆ ಸಾಗಿತು. ವಿವಿಧ ಕಲಾತಂಡಗಳು ಮೆರವಣಿಗೆಯಲ್ಲಿ ಭಾಗವಹಿಸಿದ್ದವು. ಜಗದ್ಗುರು ಶ್ರೀ ರೇಣುಕಾಚಾರ್ಯ, ಜಗಜ್ಯೋತಿ ಶ್ರೀ ಬಸವೇಶ್ವರ ಮತ್ತು ಕಾಯಕ ಯೋಗಿ ಶ್ರೀ ಸಿದ್ದರಾಮೇಶ್ವರ ಜಂಟಿ ಉತ್ಸವ ವಿವಿಧ ಬಡಾವಣೆಗಳ ಮೂಲಕ ಸಾಗಿ ಭಕ್ತರ ಗಮನ ಸೆಳೆಯಿತು. ಉತ್ಸವ ವೀಕ್ಷಣೆಗೆ ನಗರದ ನಾಗರಿಕರು ಆಗಮಿಸಿದ್ದರು. ತುಮಕೂರು ಮಹಾಪ್ರಭುಗಳ ಶ್ರೀ ಸಿದ್ದಲಿಂಗ ಸ್ವಾಮೀಜಿಗಳು ಉತ್ಸವದ ನೇತೃತ್ವ ವಹಿಸಿದ್ದರು. ಶ್ರೀ ಚನ್ನಬಸವ ಸ್ವಾಮೀಜಿಗಳು, ಶ್ರೀ ಶಿವಾನಂದ ಶಿವಾಚಾರ್ಯ ಸ್ವಾಮೀಜಿಗಳು, ಶ್ರೀ ವೀರಭದ್ರ ಶಿವಾಚಾರ್ಯ ಸ್ವಾಮೀಜಿಗಳು, ಶ್ರೀ ಗಂಗಾಧರ ಸ್ವಾಮೀಜಿಗಳು, ಶ್ರೀ ರುದ್ರಮುನಿ ಶಿವಾಚಾರ್ಯ ಸ್ವಾಮೀಜಿಗಳು, ಶ್ರೀ ಕರಿಬಸವ ಸ್ವಾಮೀಜಿಗಳು, ಶ್ರೀ ಚಂದ್ರಶೇಖರ ಸ್ವಾಮೀಜಿಗಳು, ಶ್ರೀ ಮಹಾಂತ ಸ್ವಾಮೀಜಿಗಳು ಸೇರಿದಂತೆ ಹಲವು ಮಠಾಧೀಶರು ಭಾಗವಹಿಸಿದ್ದರು. ಮೆರವಣಿಗೆಯಲ್ಲಿ ಸಮಾಜದ ಅಧ್ಯಕ್ಷ ಟಿ.ಬಿ.ಶೇಖರ್, ವೀರಶೈವ ಸಮಾಜದ ಗೌರವ ಅಧ್ಯಕ್ಷ ಹೆಚ್.ಜಿ.ಚಂದ್ರಶೇಖರ್, ಪ್ರಧಾನ ಕಾರ್ಯದರ್ಶಿ ಕೆ.ಎನ್.ಸಿದ್ದಲಿಂಗಪ್ಪ, ಕೆ.ವಿ.ಸಿದ್ದರಾಮಯ್ಯ, ಎನ್.ಜಿ.ಪರಮೇಶ್, ಕಾರ್ಯಕಾರಿ ಸಮಿತಿ ಸದಸ್ಯರಾದ ಟಿ.ಆರ್.ಸದಾಶಿವಯ್ಯ, ಎನ್.ಜಿ.ಲೋಕೇಶ್, ಟಿ.ಎಸ್.ರುದ್ರೇಶ್, ಮಹೇಶ್ ಬಾಬು, ದಿನೇಶ್, ಉಮೇಶ್, ಕುಮಾರಸ್ವಾಮಿ, ಶಿವಕುಮಾರ್, ಎನ್.ಎಸ್.ಶಿವರಾಜ್ ಸೇರಿದಂತೆ ಸಮಾಜದ ಬಾಂಧವರು ಭಾಗವಹಿಸಿದ್ದರು. <box>1145 403 1502 704</box>
story7-headline-line2: ಮೂವರು ಸಾವು <box>1239 1340 1408 1378</box>
story4-col3: ಮಹಾನ್ ವ್ಯಕ್ತಿ ಎಂದರೆ ಅದು ಬಸವಣ್ಣ. 12ನೇ ಶತಮಾನದಲ್ಲಿಯೇ ಸಮಾನತೆಯ ಸಂದೇಶವನ್ನು ಸಾರಿದರು. ಬಸವಣ್ಣನವರ ವಚನಗಳನ್ನು ಶಾಲಾ ಮಕ್ಕಳಿಗೆ ಪರಿಚಯಿಸಬೇಕು. ಮಕ್ಕಳು ಚಿಕ್ಕಂದಿನಿಂದಲೇ ಉತ್ತಮ ಸಂಸ್ಕಾರ ಬೆಳೆಸಿಕೊಳ್ಳಬೇಕು ಎಂದು ಕರೆ ನೀಡಿದರು. ವಚನ ಸಾಹಿತ್ಯವು ಕನ್ನಡ ಸಾಹಿತ್ಯಕ್ಕೆ ನೀಡಿದ ಅಮೂಲ್ಯ ಕೊಡುಗೆಯಾಗಿದೆ. ಪ್ರಜಾಪ್ರಭುತ್ವದ ಪರಿಕಲ್ಪನೆಯನ್ನು ಮೊದಲು ನೀಡಿದವರು ಬಸವಣ್ಣ ಎಂದು ಗುಣಗಾನ ಮಾಡಿದರು. <box>894 1011 1129 1125</box>
story3-headline-line1: ಶಾಸಕ ಜಿ.ಬಿ.ಜ್ಯೋತಿಗಣೇಶ್ <box>54 730 325 764</box>
photo-dignitaries-temple <box>308 229 852 490</box>
story6-col1: ತುರುವೇಕೆರೆ: ತಾಲ್ಲೂಕು ಆಡಳಿತ ವತಿಯಿಂದ ಪಟ್ಟಣದ ತಾಲ್ಲೂಕು ಕಚೇರಿ ಆವರಣದಲ್ಲಿ ಬುಧವಾರ ಬಸವ ಜಯಂತಿಯನ್ನು ಆಚರಿಸಲಾಯಿತು. ತಹಶೀಲ್ದಾರ್ ಎನ್.ಎ.ಕುಂಇ ಅಹಮದ್ ಮಾತನಾಡಿ, ಬಸವಣ್ಣನವರು ಸಮಾಜದಲ್ಲಿದ್ದ ಮೇಲು ಕೀಳು ಭಾವನೆ, ಜಾತಿ ವ್ಯವಸ್ಥೆ ವಿರುದ್ಧ ಹೋರಾಟ ಮಾಡಿದರು. ಕಾಯಕವೇ ಕೈಲಾಸ ಎಂಬ ತತ್ವದ ಮೂಲಕ ಆಧ್ಯಾತ್ಮದ ದಾರಿ ತೋರಿದರು. ಬಸವಣ್ಣನವರ ವಚನಗಳು ಜೀವನದ ಮೌಲ್ಯಗಳನ್ನು ಕಲಿಸುತ್ತವೆ ಎಂದರು. ಕಾರ್ಯಕ್ರಮದಲ್ಲಿ ತಾಲ್ಲೂಕು ಪಂಚಾಯಿತಿ ಇಒ ಶಿವರಾಜಯ್ಯ, ಪ.ಪಂ ಮುಖ್ಯಾಧಿಕಾರಿ ಮಂಜುಳಾ, ಬಿಇಒ ಸೋಮಶೇಖರ್ ಉಪಸ್ಥಿತರಿದ್ದರು. <box>464 1345 648 1561</box>
story2-photo <box>1145 200 1502 396</box>
